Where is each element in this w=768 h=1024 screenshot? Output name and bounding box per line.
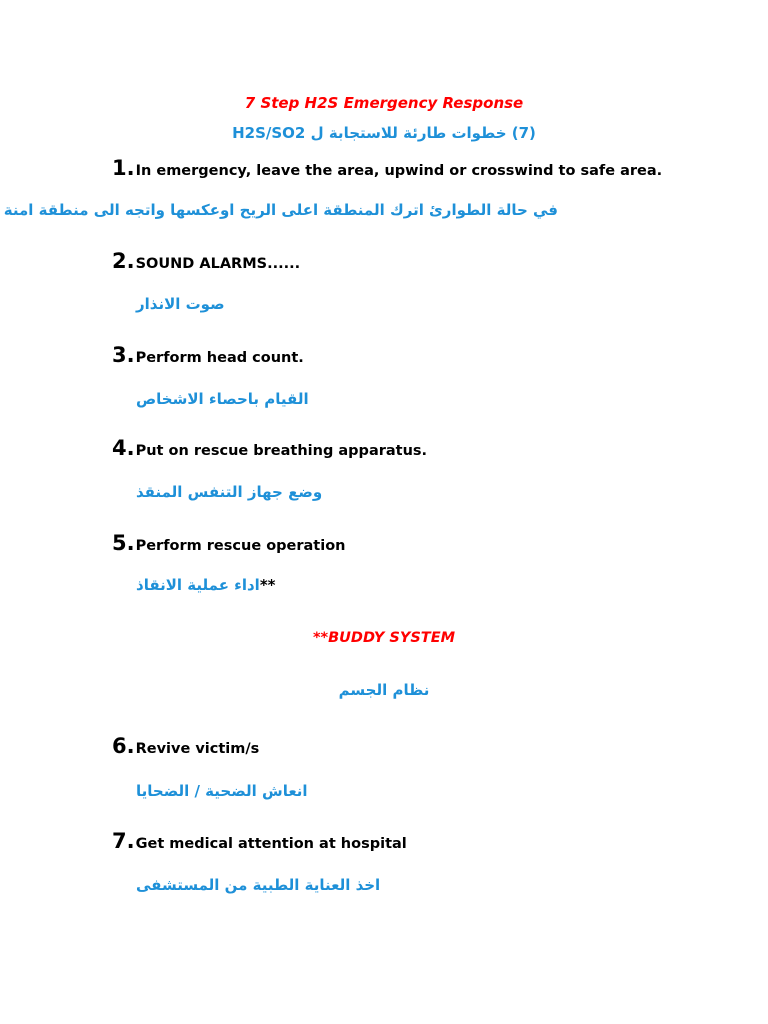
step-5 [112, 533, 346, 554]
step-3 [112, 345, 304, 366]
step-number: 4. [112, 436, 135, 460]
step-text: Perform head count. [135, 350, 304, 366]
page-subtitle: (7) خطوات طارئة للاستجابة ل H2S/SO2 [232, 124, 536, 142]
step-2 [112, 251, 300, 272]
step-number: 2. [112, 249, 135, 273]
step-text: Perform rescue operation [135, 538, 346, 554]
step-6 [112, 736, 259, 757]
step-1-arabic: في حالة الطوارئ اترك المنطقة اعلى الريح اوعكسها واتجه الى منطقة امنة [3, 201, 558, 219]
step-1 [112, 158, 662, 179]
step-text: Put on rescue breathing apparatus. [135, 443, 428, 459]
step-7-arabic: اخذ العناية الطبية من المستشفى [136, 876, 381, 894]
step-4 [112, 438, 427, 459]
step-5-arabic-text: اداء عملية الانقاذ [136, 576, 260, 594]
page-title: 7 Step H2S Emergency Response [244, 94, 524, 112]
step-text: Get medical attention at hospital [135, 836, 407, 852]
step-text: In emergency, leave the area, upwind or crosswind to safe area. [135, 163, 663, 179]
buddy-system-heading: **BUDDY SYSTEM [312, 630, 456, 646]
step-number: 6. [112, 734, 135, 758]
step-text: SOUND ALARMS...... [135, 256, 301, 272]
step-3-arabic: القيام باحصاء الاشخاص [136, 390, 309, 408]
step-4-arabic: وضع جهاز التنفس المنقذ [136, 483, 323, 501]
step-number: 3. [112, 343, 135, 367]
step-6-arabic: انعاش الضحية / الضحايا [136, 782, 308, 800]
step-text: Revive victim/s [135, 741, 260, 757]
step-number: 5. [112, 531, 135, 555]
step-number: 7. [112, 829, 135, 853]
step-5-arabic [136, 576, 276, 594]
asterisk-marker: ** [259, 576, 276, 594]
step-2-arabic: صوت الانذار [136, 295, 225, 313]
buddy-system-arabic: نظام الجسم [338, 681, 430, 699]
step-7 [112, 831, 407, 852]
step-number: 1. [112, 156, 135, 180]
